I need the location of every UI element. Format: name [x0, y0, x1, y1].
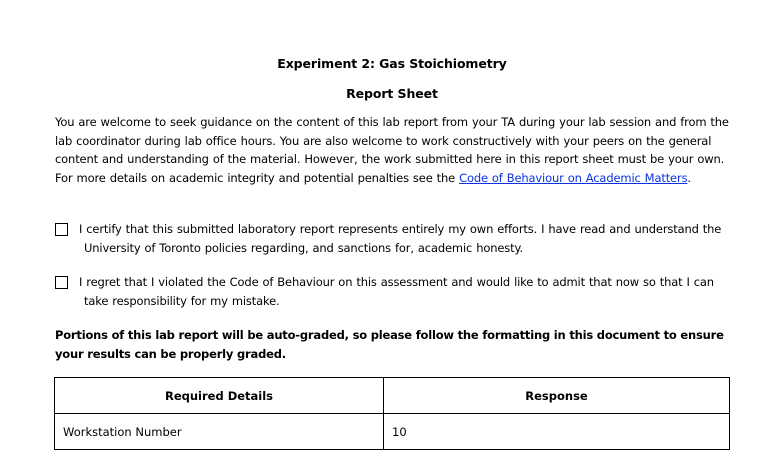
admit-violation-label: [79, 273, 735, 311]
intro-text-end: .: [687, 170, 691, 185]
workstation-number-label: Workstation Number: [55, 414, 384, 450]
page-subtitle: Report Sheet: [346, 86, 438, 101]
response-header: Response: [384, 378, 730, 414]
table-header-row: [55, 378, 730, 414]
academic-violation-admit-row: [55, 273, 735, 311]
workstation-number-response[interactable]: 10: [384, 414, 730, 450]
admit-violation-label-line1: I regret that I violated the Code of Behaviour on this assessment and would like to admit that now so that I can: [79, 275, 714, 289]
intro-paragraph: [55, 113, 730, 187]
code-of-behaviour-link[interactable]: Code of Behaviour on Academic Matters: [459, 170, 688, 185]
table-row: [55, 414, 730, 450]
admit-violation-checkbox[interactable]: [55, 276, 68, 289]
required-details-table: [54, 377, 730, 450]
certify-label-line1: I certify that this submitted laboratory report represents entirely my own efforts. I have read and understand the: [79, 222, 722, 236]
intro-text: You are welcome to seek guidance on the content of this lab report from your TA during your lab session and from the lab coordinator during lab office hours. You are also welcome to work constructively with your peers on the general content and understanding of the material. However, the work submitted here in this report sheet must be your own. For more details on academic integrity and potential penalties see the: [55, 115, 729, 185]
page-title: Experiment 2: Gas Stoichiometry: [277, 56, 507, 71]
certify-checkbox[interactable]: [55, 223, 68, 236]
certify-label: [79, 220, 735, 258]
admit-violation-label-line2: take responsibility for my mistake.: [84, 294, 280, 308]
academic-honesty-certify-row: [55, 220, 735, 258]
required-details-header: Required Details: [55, 378, 384, 414]
autograde-note: Portions of this lab report will be auto-graded, so please follow the formatting in this document to ensure your results can be properly graded.: [55, 328, 724, 361]
certify-label-line2: University of Toronto policies regarding, and sanctions for, academic honesty.: [84, 241, 524, 255]
